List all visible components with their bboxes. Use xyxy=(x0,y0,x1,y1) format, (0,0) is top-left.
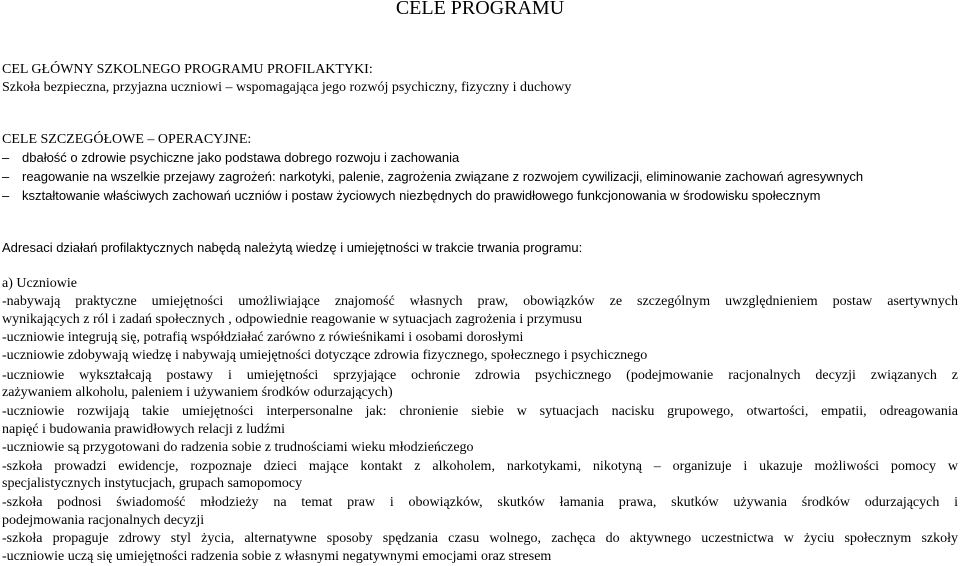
students-line: -szkoła podnosi świadomość młodzieży na temat praw i obowiązków, skutków łamania prawa, skutków używania środków odurzających i xyxy=(2,495,958,510)
specific-goal-text: kształtowanie właściwych zachowań uczniów i postaw życiowych niezbędnych do prawidłowego funkcjonowania w środowisku społecznym xyxy=(22,188,821,203)
specific-goal-text: reagowanie na wszelkie przejawy zagrożeń: narkotyki, palenie, zagrożenia związane z rozwojem cywilizacji, eliminowanie zachowań agresywnych xyxy=(22,169,864,184)
specific-goal-text: dbałość o zdrowie psychiczne jako podstawa dobrego rozwoju i zachowania xyxy=(22,150,460,165)
students-line: podejmowania racjonalnych decyzji xyxy=(2,513,205,528)
addressees-intro: Adresaci działań profilaktycznych nabędą należytą wiedzę i umiejętności w trakcie trwania programu: xyxy=(2,240,583,255)
specific-goal-item xyxy=(2,187,958,205)
students-line: -uczniowie integrują się, potrafią współdziałać zarówno z rówieśnikami i osobami dorosłymi xyxy=(2,330,524,345)
page-title: CELE PROGRAMU xyxy=(395,0,565,19)
specific-goal-item xyxy=(2,168,958,186)
students-line: -uczniowie wykształcają postawy i umiejętności sprzyjające ochronie zdrowia psychicznego (podejmowanie racjonalnych decyzji związanych z xyxy=(2,368,958,383)
dash-bullet-icon: – xyxy=(2,150,10,165)
students-line: -nabywają praktyczne umiejętności umożliwiające znajomość własnych praw, obowiązków ze szczególnym uwzględnieniem postaw asertywnych xyxy=(2,294,958,309)
students-line: zażywaniem alkoholu, paleniem i używaniem środków odurzających) xyxy=(2,385,393,400)
students-line: wynikających z ról i zadań społecznych , odpowiednie reagowanie w sytuacjach zagrożenia i przymusu xyxy=(2,312,582,327)
specific-goal-item xyxy=(2,149,958,167)
main-goal-text: Szkoła bezpieczna, przyjazna uczniowi – wspomagająca jego rozwój psychiczny, fizyczny i duchowy xyxy=(2,80,572,95)
main-goal-heading: CEL GŁÓWNY SZKOLNEGO PROGRAMU PROFILAKTYKI: xyxy=(2,62,373,77)
students-line: -szkoła propaguje zdrowy styl życia, alternatywne sposoby spędzania czasu wolnego, zachęca do aktywnego uczestnictwa w życiu społecznym szkoły xyxy=(2,531,958,546)
students-line: napięć i budowania prawidłowych relacji z ludźmi xyxy=(2,422,286,437)
students-line: -uczniowie rozwijają takie umiejętności interpersonalne jak: chronienie siebie w sytuacjach nacisku grupowego, otwartości, empatii, odreagowania xyxy=(2,404,958,419)
students-line: -uczniowie uczą się umiejętności radzenia sobie z własnymi negatywnymi emocjami oraz stresem xyxy=(2,549,552,564)
dash-bullet-icon: – xyxy=(2,169,10,184)
students-line: -uczniowie zdobywają wiedzę i nabywają umiejętności dotyczące zdrowia fizycznego, społecznego i psychicznego xyxy=(2,348,648,363)
students-line: -szkoła prowadzi ewidencje, rozpoznaje dzieci mające kontakt z alkoholem, narkotykami, nikotyną – organizuje i ukazuje możliwości pomocy w xyxy=(2,459,958,474)
students-heading: a) Uczniowie xyxy=(2,276,78,291)
students-line: specjalistycznych instytucjach, grupach samopomocy xyxy=(2,476,303,491)
students-line: -uczniowie są przygotowani do radzenia sobie z trudnościami wieku młodzieńczego xyxy=(2,440,474,455)
specific-goals-heading: CELE SZCZEGÓŁOWE – OPERACYJNE: xyxy=(2,132,252,147)
dash-bullet-icon: – xyxy=(2,188,10,203)
